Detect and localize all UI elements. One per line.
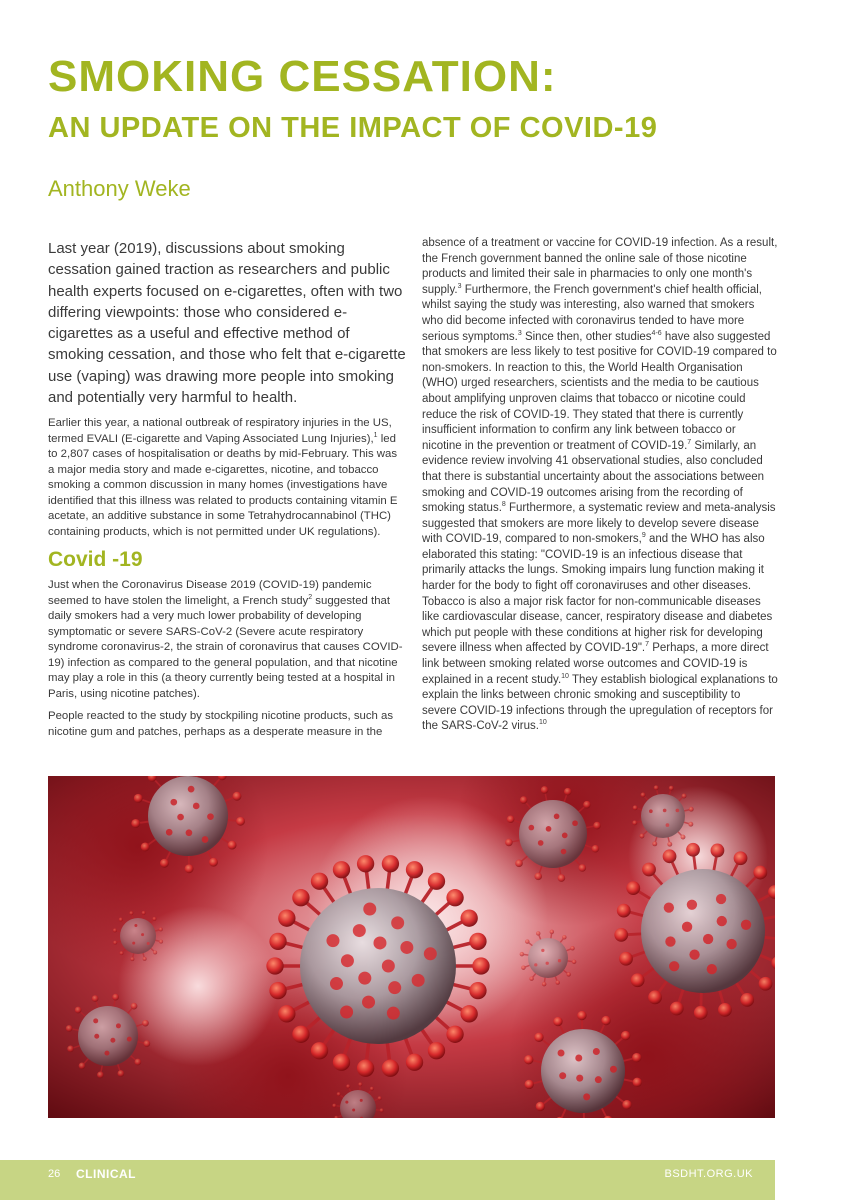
citation: 7	[645, 641, 650, 649]
left-column	[48, 238, 406, 747]
coronavirus-image	[48, 776, 775, 1118]
citation: 7	[687, 438, 692, 446]
lead-paragraph: Last year (2019), discussions about smoking cessation gained traction as researchers and public health experts focused on e-cigarettes, often with two differing viewpoints: those who considered e-cigarettes as a useful and effective method of smoking cessation, and those who felt that e-cigarette use (vaping) was drawing more people into smoking and potentially very harmful to health.	[48, 240, 406, 407]
body-paragraph: absence of a treatment or vaccine for COVID-19 infection. As a result, the French government banned the online sale of those nicotine products and limited their sale in pharmacies to only one month's supply.$^3$ Furthermore, the French government's chief health official, whilst saying the study was interesting, also warned that smokers who did become infected with coronavirus tended to have more serious symptoms.$^3$ Since then, other studies$^{4-6}$ have also suggested that smokers are less likely to test positive for COVID-19 compared to non-smokers. In reaction to this, the World Health Organisation (WHO) urged researchers, scientists and the media to be cautious about amplifying unproven claims that tobacco or nicotine could reduce the risk of COVID-19. They stated that there is currently insufficient information to confirm any link between tobacco or nicotine in the prevention or treatment of COVID-19.$^7$ Similarly, an evidence review involving 41 observational studies, also concluded that there is substantial uncertainty about the associations between smoking and COVID-19 outcomes arising from the recording of smoking status.$^8$ Furthermore, a systematic review and meta-analysis suggested that smokers are more likely to develop severe disease with COVID-19, compared to non-smokers,$^9$ and the WHO has also elaborated this stating: "COVID-19 is an infectious disease that primarily attacks the lungs. Smoking impairs lung function making it harder for the body to fight off coronaviruses and other diseases. Tobacco is also a major risk factor for non-communicable diseases like cardiovascular disease, cancer, respiratory disease and diabetes which put people with these conditions at higher risk for developing severe illness when affected by COVID-19".$^7$ Perhaps, a more direct link between smoking related worse outcomes and COVID-19 is explained in a recent study.$^{10}$ They establish biological explanations to explain the links between chronic smoking and susceptibility to severe COVID-19 infections through the upregulation of receptors for the SARS-CoV-2 virus.$^{10}$	[422, 237, 778, 733]
site-url[interactable]: BSDHT.ORG.UK	[664, 1168, 753, 1180]
citation: 9	[641, 532, 646, 540]
virus-particle	[113, 911, 163, 961]
citation: 1	[373, 432, 378, 440]
citation: 4-6	[651, 329, 662, 337]
citation: 3	[457, 282, 462, 290]
coronavirus-illustration	[48, 776, 775, 1118]
citation: 3	[517, 329, 522, 337]
citation: 2	[308, 594, 313, 602]
body-paragraph: People reacted to the study by stockpiling nicotine products, such as nicotine gum and patches, perhaps as a desperate measure in the	[48, 710, 394, 738]
body-paragraph: Earlier this year, a national outbreak of respiratory injuries in the US, termed EVALI (E-cigarette and Vaping Associated Lung Injuries),$^1$ led to 2,807 cases of hospitalisation or deaths by mid-February. This was a major media story and made e-cigarettes, nicotine, and tobacco smoking a common discussion in many homes (investigations have identified that this illness was related to products containing vitamin E acetate, an additive substance in some Tetrahydrocannabinol (THC) containing products, which is not permitted under UK regulations).	[48, 417, 398, 538]
section-heading: Covid -19	[48, 548, 143, 572]
page-number: 26	[48, 1168, 61, 1180]
body-paragraph: Just when the Coronavirus Disease 2019 (COVID-19) pandemic seemed to have stolen the limelight, a French study$^2$ suggested that daily smokers had a very much lower probability of developing symptomatic or severe SARS-CoV-2 (Severe acute respiratory syndrome coronavirus-2, the strain of coronavirus that causes COVID-19) infection as compared to the general population, and that nicotine may play a role in this (a theory currently being tested at a hospital in Paris, using nicotine patches).	[48, 579, 403, 700]
page-subtitle: AN UPDATE ON THE IMPACT OF COVID-19	[48, 112, 658, 144]
section-label: CLINICAL	[76, 1167, 136, 1181]
virus-particle	[632, 785, 693, 846]
citation: 10	[561, 672, 569, 680]
page-title: SMOKING CESSATION:	[48, 52, 557, 101]
citation: 10	[538, 719, 547, 727]
right-column	[422, 236, 778, 735]
author-name: Anthony Weke	[48, 176, 191, 201]
citation: 8	[501, 501, 506, 509]
